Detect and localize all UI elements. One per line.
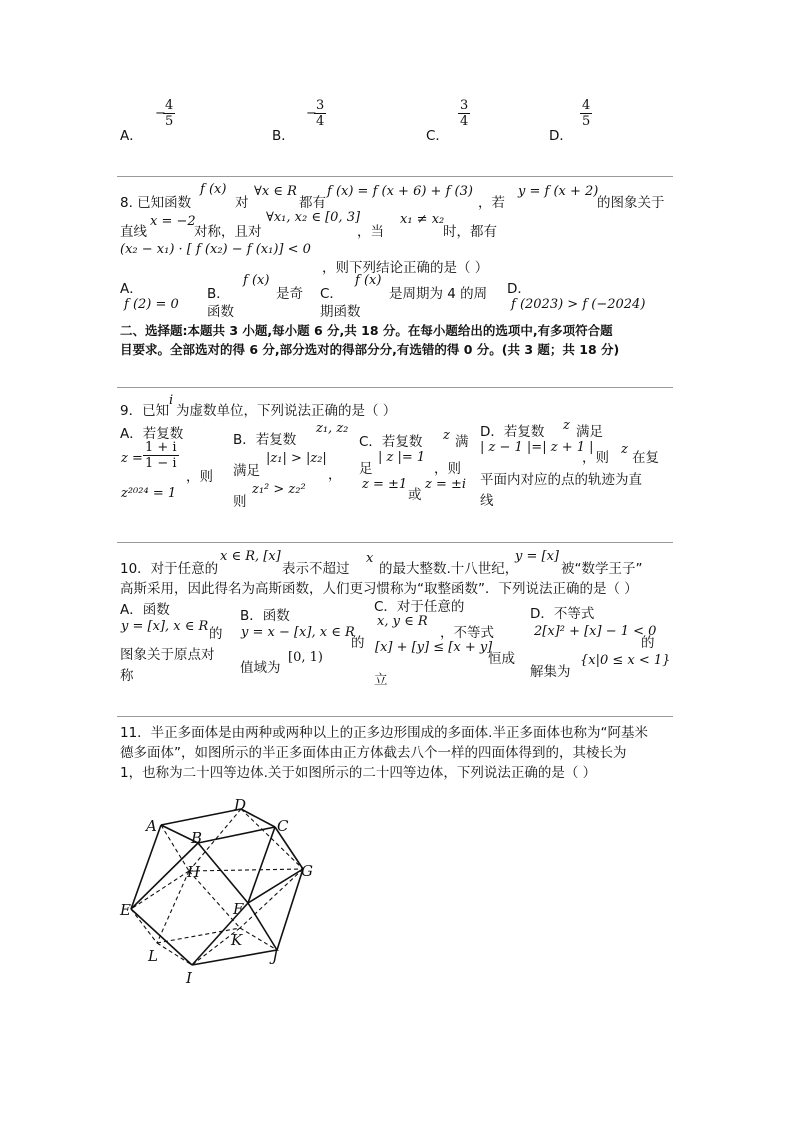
- q10-option-d-label: D．不等式: [530, 606, 595, 622]
- q8-option-c-label: C．: [320, 286, 343, 302]
- q7-option-b-sign: −: [306, 106, 317, 121]
- q10-stem-text: 10．对于任意的: [120, 561, 219, 577]
- q11-stem-line: 1，也称为二十四等边体.关于如图所示的二十四等边体，下列说法正确的是（ ）: [120, 765, 597, 781]
- q10-math: y = [x]: [515, 549, 559, 564]
- q10-option-d-math: {x|0 ≤ x < 1}: [580, 653, 671, 668]
- vertex-label-k: K: [231, 931, 243, 949]
- vertex-label-e: E: [120, 901, 131, 919]
- q8-stem-text: 对称，且对: [194, 224, 262, 240]
- q9-option-a-math: z²⁰²⁴ = 1: [121, 486, 177, 501]
- q10-option-b-text: 的: [351, 635, 365, 651]
- q7-option-a-fraction: $\frac{4}{5}$: [165, 98, 174, 129]
- q10-option-c-text: ，不等式: [440, 625, 494, 641]
- edge: [131, 825, 161, 909]
- q9-option-c-label: C．若复数: [359, 434, 423, 450]
- q8-stem-text: 的图象关于: [597, 195, 665, 211]
- q10-option-d-text: 解集为: [530, 664, 571, 680]
- hidden-edge: [131, 909, 157, 943]
- q8-stem-text: 时，都有: [443, 224, 497, 240]
- q10-option-d-text: 的: [641, 635, 655, 651]
- vertex-label-l: L: [148, 947, 158, 965]
- q8-math: ∀x ∈ R: [254, 184, 297, 199]
- q9-stem-text: 为虚数单位，下列说法正确的是（ ）: [176, 403, 397, 419]
- q9-option-d-text: 线: [480, 493, 494, 509]
- q10-math: x ∈ R, [x]: [220, 549, 281, 564]
- q9-stem-text: 9．已知: [120, 403, 170, 419]
- q9-option-a-text: ，则: [186, 469, 213, 485]
- hidden-edge: [131, 871, 189, 909]
- q9-math: i: [169, 393, 174, 408]
- q7-option-b-fraction: $\frac{3}{4}$: [316, 98, 325, 129]
- section-2-line: 二、选择题:本题共 3 小题,每小题 6 分,共 18 分。在每小题给出的选项中,有多项符合题: [120, 323, 613, 338]
- q7-option-a-label: A．: [120, 128, 143, 144]
- q9-option-d-text: 平面内对应的点的轨迹为直: [480, 472, 642, 488]
- q10-option-c-text: 恒成: [488, 651, 515, 667]
- edge: [161, 809, 241, 825]
- vertex-label-c: C: [277, 817, 289, 835]
- question-11: [120, 723, 648, 783]
- q8-option-c-text: 是周期为 4 的周: [389, 286, 488, 302]
- q7-option-c-fraction: $\frac{3}{4}$: [460, 98, 469, 129]
- q8-math: x₁ ≠ x₂: [400, 212, 445, 227]
- q9-option-d-math: | z − 1 |=| z + 1 |: [480, 440, 594, 455]
- q11-stem-line: 11．半正多面体是由两种或两种以上的正多边形围成的多面体.半正多面体也称为“阿基米: [120, 725, 648, 741]
- edge: [248, 827, 275, 903]
- edge: [241, 809, 275, 827]
- q8-math: f (x): [200, 182, 227, 197]
- vertex-label-i: I: [186, 969, 192, 987]
- q8-math: (x₂ − x₁) · [ f (x₂) − f (x₁)] < 0: [120, 242, 311, 257]
- q8-stem-text: ，则下列结论正确的是（ ）: [322, 260, 489, 276]
- q9-option-b-text: 则: [233, 494, 247, 510]
- q9-option-d-math: z: [563, 418, 570, 433]
- q9-option-b-label: B．若复数: [233, 432, 297, 448]
- q10-stem-text: 的最大整数.十八世纪，: [379, 561, 519, 577]
- q10-option-a-text: 称: [120, 668, 134, 684]
- q8-option-a-label: A．: [120, 281, 143, 297]
- q8-stem-text: ，若: [478, 195, 505, 211]
- divider: [117, 176, 673, 177]
- vertex-label-a: A: [146, 817, 157, 835]
- q8-option-b-text: 是奇: [276, 286, 303, 302]
- edge: [131, 909, 192, 965]
- q9-option-d-math: z: [621, 442, 628, 457]
- q10-option-a-label: A．函数: [120, 602, 170, 618]
- q8-math: x = −2: [150, 214, 196, 229]
- q10-option-b-label: B．函数: [240, 608, 290, 624]
- edge: [198, 843, 248, 903]
- q9-option-b-text: 满足: [233, 463, 260, 479]
- q8-stem-text: 都有: [299, 195, 326, 211]
- vertex-label-d: D: [234, 796, 247, 814]
- q9-option-c-math: z = ±1: [362, 477, 408, 492]
- q9-option-c-math: z = ±i: [425, 477, 467, 492]
- vertex-label-h: H: [187, 863, 201, 881]
- vertex-label-f: F: [233, 900, 244, 918]
- q9-option-c-text: ，则: [434, 461, 461, 477]
- q7-option-b-label: B．: [272, 128, 295, 144]
- q8-option-b-text: 函数: [207, 304, 234, 320]
- q8-option-d-label: D．: [507, 281, 531, 297]
- edge: [192, 950, 277, 965]
- divider: [117, 542, 673, 543]
- q10-option-c-math: x, y ∈ R: [377, 614, 428, 629]
- q10-option-a-math: y = [x], x ∈ R: [121, 619, 209, 634]
- q9-option-c-math: | z |= 1: [378, 450, 426, 465]
- q8-math: y = f (x + 2): [518, 184, 599, 199]
- q10-option-c-label: C．对于任意的: [374, 599, 465, 615]
- q9-option-c-text: 或: [408, 487, 422, 503]
- section-2-header: [120, 321, 680, 359]
- q9-option-c-math: z: [443, 428, 450, 443]
- q8-option-d-math: f (2023) > f (−2024): [511, 297, 646, 312]
- q10-stem-text: 被“数学王子”: [561, 561, 643, 577]
- q10-option-d-math: 2[x]² + [x] − 1 < 0: [534, 624, 657, 639]
- q7-option-d-label: D．: [549, 128, 573, 144]
- q10-stem-text: 高斯采用，因此得名为高斯函数，人们更习惯称为“取整函数”．下列说法正确的是（ ）: [120, 581, 638, 597]
- q10-option-a-text: 图象关于原点对: [120, 647, 215, 663]
- q8-option-c-math: f (x): [355, 273, 382, 288]
- hidden-edge: [241, 809, 303, 869]
- q10-option-a-text: 的: [209, 626, 223, 642]
- q8-option-c-text: 期函数: [320, 304, 361, 320]
- q9-option-d-text: 在复: [632, 450, 659, 466]
- q7-option-d-fraction: $\frac{4}{5}$: [582, 98, 591, 129]
- q9-option-d-label: D．若复数: [480, 424, 545, 440]
- q11-stem-line: 德多面体”，如图所示的半正多面体由正方体截去八个一样的四面体得到的，其棱长为: [120, 745, 627, 761]
- q7-option-c-label: C．: [426, 128, 449, 144]
- edge: [198, 827, 275, 843]
- q8-stem-text: 直线: [120, 224, 147, 240]
- vertex-label-j: J: [272, 947, 279, 965]
- q8-stem-text: 8. 已知函数: [120, 195, 192, 211]
- hidden-edge: [157, 928, 240, 943]
- q8-option-b-math: f (x): [243, 273, 270, 288]
- q8-option-b-label: B．: [207, 286, 230, 302]
- vertex-label-g: G: [301, 862, 313, 880]
- q9-option-d-text: ，则: [582, 450, 609, 466]
- q8-option-a-math: f (2) = 0: [124, 297, 179, 312]
- q10-option-b-text: 值域为: [240, 660, 281, 676]
- q10-option-b-math: y = x − [x], x ∈ R: [241, 625, 355, 640]
- hidden-edge: [157, 943, 192, 965]
- vertex-label-b: B: [191, 829, 203, 847]
- q9-option-a-label: A．若复数: [120, 426, 184, 442]
- q9-option-b-math: |z₁| > |z₂|: [266, 451, 327, 466]
- q10-option-c-text: 立: [374, 672, 388, 688]
- q9-option-b-text: ，: [328, 467, 342, 483]
- section-2-line: 目要求。全部选对的得 6 分,部分选对的得部分分,有选错的得 0 分。(共 3 题；共 18 分): [120, 342, 620, 357]
- q8-math: f (x) = f (x + 6) + f (3): [327, 184, 473, 199]
- q10-option-c-math: [x] + [y] ≤ [x + y]: [375, 640, 493, 655]
- q10-option-b-math: [0, 1): [288, 650, 323, 665]
- q9-option-c-text: 满: [455, 434, 469, 450]
- q9-option-b-math: z₁² > z₂²: [252, 482, 306, 497]
- q8-stem-text: ，当: [357, 224, 384, 240]
- q9-option-a-math: z =: [121, 451, 143, 466]
- q9-option-b-math: z₁, z₂: [316, 421, 349, 436]
- q9-option-a-fraction: $\frac{1 + i}{1 - i}$: [145, 440, 177, 471]
- q9-option-d-text: 满足: [576, 424, 603, 440]
- edge: [248, 869, 303, 903]
- cuboctahedron-figure: [110, 790, 330, 990]
- q8-math: ∀x₁, x₂ ∈ [0, 3]: [266, 210, 361, 225]
- divider: [117, 716, 673, 717]
- edge: [248, 903, 277, 950]
- hidden-edge: [189, 869, 303, 871]
- q8-stem-text: 对: [235, 195, 249, 211]
- q7-option-a-sign: −: [155, 106, 166, 121]
- q9-option-c-text: 足: [359, 461, 373, 477]
- divider: [117, 387, 673, 388]
- hidden-edge: [157, 871, 189, 943]
- q10-stem-text: 表示不超过: [282, 561, 350, 577]
- q10-math: x: [366, 551, 374, 566]
